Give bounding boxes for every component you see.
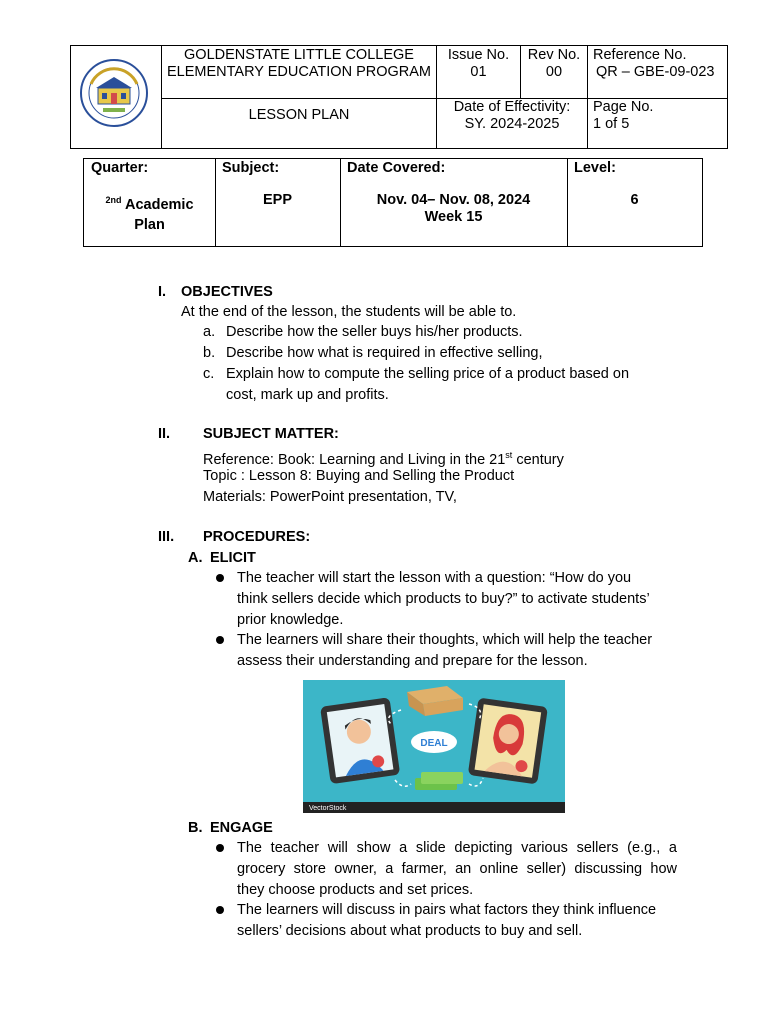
issue-label: Issue No. xyxy=(447,47,510,63)
date-effectivity xyxy=(437,99,587,133)
watermark-label: VectorStock xyxy=(309,805,347,812)
subject-value: EPP xyxy=(262,192,292,208)
engage-mark: B. xyxy=(188,820,203,836)
bullet-icon xyxy=(216,906,224,914)
materials-line: Materials: PowerPoint presentation, TV, xyxy=(203,489,457,505)
reference-text: Reference: Book: Learning and Living in the 21 xyxy=(203,451,506,468)
engage-bullet-line: The teacher will show a slide depicting various sellers (e.g., a xyxy=(237,840,677,856)
objectives-intro: At the end of the lesson, the students will be able to. xyxy=(181,304,517,320)
reference-no xyxy=(593,47,727,81)
doc-type: LESSON PLAN xyxy=(248,107,350,123)
date-covered-label: Date Covered: xyxy=(347,160,446,176)
bullet-icon xyxy=(216,574,224,582)
objectives-title: OBJECTIVES xyxy=(181,284,273,300)
header-table xyxy=(70,45,728,149)
elicit-bullet-line: The teacher will start the lesson with a question: “How do you xyxy=(237,570,632,586)
level-label: Level: xyxy=(574,160,616,176)
objective-mark: a. xyxy=(203,324,216,340)
issue-value: 01 xyxy=(470,64,487,80)
level-value: 6 xyxy=(630,192,639,208)
date-covered-value xyxy=(340,192,567,226)
bullet-icon xyxy=(216,844,224,852)
reference-sup: st xyxy=(505,450,513,460)
date-range: Nov. 04– Nov. 08, 2024 xyxy=(376,192,531,208)
quarter-value xyxy=(84,190,215,235)
school-line-1: GOLDENSTATE LITTLE COLLEGE xyxy=(184,47,414,63)
page-no xyxy=(593,99,727,133)
subject-matter-num: II. xyxy=(158,426,171,442)
school-line-2: ELEMENTARY EDUCATION PROGRAM xyxy=(167,64,431,80)
rev-value: 00 xyxy=(545,64,563,80)
topic-line: Topic : Lesson 8: Buying and Selling the Product xyxy=(203,468,515,484)
week: Week 15 xyxy=(424,209,483,225)
elicit-mark: A. xyxy=(188,550,203,566)
engage-bullet-line: they choose products and set prices. xyxy=(237,882,474,898)
buying-selling-illustration xyxy=(303,680,565,813)
objectives-num: I. xyxy=(158,284,167,300)
objective-mark: c. xyxy=(203,366,215,382)
engage-bullet-line: grocery store owner, a farmer, an online seller) discussing how xyxy=(237,861,677,877)
issue-no xyxy=(437,47,520,81)
ref-label: Reference No. xyxy=(593,47,687,63)
objective-item: Describe how the seller buys his/her products. xyxy=(226,324,523,340)
rev-label: Rev No. xyxy=(527,47,581,63)
ref-value: QR – GBE-09-023 xyxy=(596,64,715,80)
rev-no xyxy=(521,47,587,81)
school-name xyxy=(162,46,436,81)
quarter-value-a: Academic xyxy=(125,196,194,213)
page-label: Page No. xyxy=(593,99,654,115)
bullet-icon xyxy=(216,636,224,644)
procedures-title: PROCEDURES: xyxy=(203,529,311,545)
elicit-bullet-line: prior knowledge. xyxy=(237,612,344,628)
elicit-bullet-line: think sellers decide which products to buy?” to activate students’ xyxy=(237,591,650,607)
elicit-title: ELICIT xyxy=(210,550,256,566)
objective-item-cont: cost, mark up and profits. xyxy=(226,387,389,403)
subject-label: Subject: xyxy=(222,160,280,176)
quarter-label: Quarter: xyxy=(91,160,149,176)
objective-item: Explain how to compute the selling price of a product based on xyxy=(226,366,630,382)
date-eff-label: Date of Effectivity: xyxy=(453,99,571,115)
school-logo xyxy=(79,58,149,128)
procedures-num: III. xyxy=(158,529,175,545)
quarter-value-b: Plan xyxy=(134,216,165,233)
engage-title: ENGAGE xyxy=(210,820,273,836)
reference-post: century xyxy=(512,451,564,468)
subject-matter-title: SUBJECT MATTER: xyxy=(203,426,339,442)
page-value: 1 of 5 xyxy=(593,116,630,132)
engage-bullet-line: The learners will discuss in pairs what factors they think influence xyxy=(237,902,657,918)
info-table xyxy=(83,158,703,247)
elicit-bullet-line: assess their understanding and prepare for the lesson. xyxy=(237,653,588,669)
deal-label: DEAL xyxy=(420,738,448,749)
objective-mark: b. xyxy=(203,345,216,361)
quarter-sup: 2nd xyxy=(105,195,122,205)
objective-item: Describe how what is required in effective selling, xyxy=(226,345,543,361)
engage-bullet-line: sellers’ decisions about what products to buy and sell. xyxy=(237,923,583,939)
date-eff-value: SY. 2024-2025 xyxy=(464,116,560,132)
elicit-bullet-line: The learners will share their thoughts, which will help the teacher xyxy=(237,632,653,648)
